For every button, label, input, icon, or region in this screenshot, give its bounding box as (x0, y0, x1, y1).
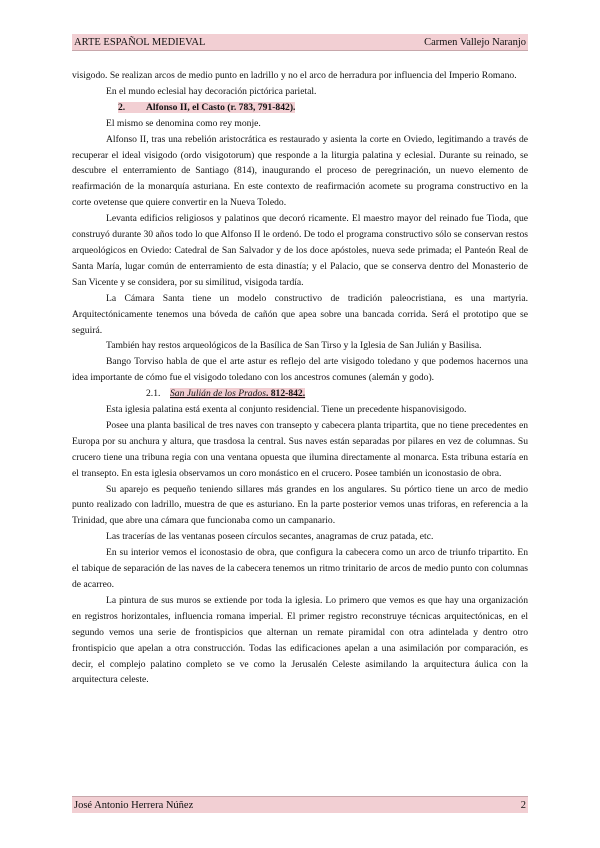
page-header (72, 34, 528, 51)
paragraph: En el mundo eclesial hay decoración pictórica parietal. (106, 85, 317, 97)
paragraph: El mismo se denomina como rey monje. (106, 117, 261, 129)
paragraph: Su aparejo es pequeño teniendo sillares más grandes en los angulares. Su pórtico tiene un arco de medio punto realizado con ladrillo, muestra de que es asturiano. En la parte posterior vemos unas triforas, en referencia a la Trinidad, que abre una cámara que funcionaba como un campanario. (72, 483, 528, 527)
page-footer (72, 796, 528, 813)
paragraph: En su interior vemos el iconostasio de obra, que configura la cabecera como un arco de triunfo tripartito. En el tabique de separación de las naves de la cabecera tenemos un ritmo trinitario de arcos de medio punto con columnas de acarreo. (72, 547, 528, 590)
paragraph: También hay restos arqueológicos de la Basílica de San Tirso y la Iglesia de San Julián y Basilisa. (106, 340, 482, 352)
paragraph: La pintura de sus muros se extiende por toda la iglesia. Lo primero que vemos es que hay una organización en registros horizontales, influencia romana imperial. El primer registro reconstruye técnicas arquitectónicas, en el segundo vemos una serie de frontispicios que alternan un remate piramidal con otra adintelada y dentro otro frontispicio que apelan a otra construcción. Todas las edificaciones apelan a una asimilación por comparación, es decir, el complejo palatino completo se ve como la Jerusalén Celeste asimilando la arquitectura áulica con la arquitectura celeste. (72, 594, 528, 686)
subsection-number: 2.1. (146, 388, 161, 400)
header-title: ARTE ESPAÑOL MEDIEVAL (74, 36, 206, 48)
document-body (72, 68, 528, 688)
section-title: Alfonso II, el Casto (r. 783, 791-842). (146, 101, 296, 113)
paragraph: Alfonso II, tras una rebelión aristocrática es restaurado y asienta la corte en Oviedo, legitimando a través de recuperar el ideal visigodo (ordo visigotorum) que responde a la liturgia palatina y eclesial. Durante su reinado, se descubre el enterramiento de Santiago (814), inaugurando el proceso de peregrinación, un nuevo elemento de reafirmación de la monarquía asturiana. En este contexto de reafirmación acomete su programa constructivo en la corte ovetense que quiere convertir en la Nueva Toledo. (72, 133, 528, 209)
section-number: 2. (118, 101, 126, 113)
section-heading-2 (72, 100, 528, 116)
paragraph: Bango Torviso habla de que el arte astur es reflejo del arte visigodo toledano y que podemos hacernos una idea importante de cómo fue el visigodo toledano con los ancestros comunes (alemán y godo). (72, 356, 528, 384)
paragraph: Posee una planta basilical de tres naves con transepto y cabecera planta tripartita, que no tiene precedentes en Europa por su anchura y altura, que trasdosa la central. Sus naves están separadas por pilares en vez de columnas. Su crucero tiene una tribuna regia con una ventana opuesta que ilumina directamente al monarca. Esta tribuna estaría en el transepto. En esta iglesia observamos un coro monástico en el crucero. Posee también un iconostasio de obra. (72, 419, 528, 479)
section-heading-2-1 (72, 386, 528, 402)
subsection-dates: . 812-842. (265, 388, 306, 400)
footer-author: José Antonio Herrera Núñez (74, 799, 194, 811)
header-author: Carmen Vallejo Naranjo (424, 36, 526, 48)
paragraph: La Cámara Santa tiene un modelo constructivo de tradición paleocristiana, es una martyria. Arquitectónicamente tenemos una bóveda de cañón que apea sobre una bancada corrida. Será el prototipo que se seguirá. (72, 292, 528, 336)
paragraph: Esta iglesia palatina está exenta al conjunto residencial. Tiene un precedente hispanovisigodo. (106, 404, 467, 416)
paragraph: Levanta edificios religiosos y palatinos que decoró ricamente. El maestro mayor del reinado fue Tioda, que construyó durante 30 años todo lo que Alfonso II le ordenó. De todo el programa constructivo sólo se conservan restos arqueológicos en Oviedo: Catedral de San Salvador y de los doce apóstoles, nueva sede primada; el Panteón Real de Santa María, lugar común de enterramiento de esta dinastía; y el Palacio, que se conserva dentro del Monasterio de San Vicente y se considera, por su similitud, visigoda tardía. (72, 213, 528, 288)
paragraph: Las tracerías de las ventanas poseen círculos secantes, anagramas de cruz patada, etc. (106, 531, 434, 543)
subsection-title: San Julián de los Prados (170, 388, 266, 400)
paragraph: visigodo. Se realizan arcos de medio punto en ladrillo y no el arco de herradura por influencia del Imperio Romano. (72, 70, 517, 81)
page-number: 2 (520, 799, 526, 811)
